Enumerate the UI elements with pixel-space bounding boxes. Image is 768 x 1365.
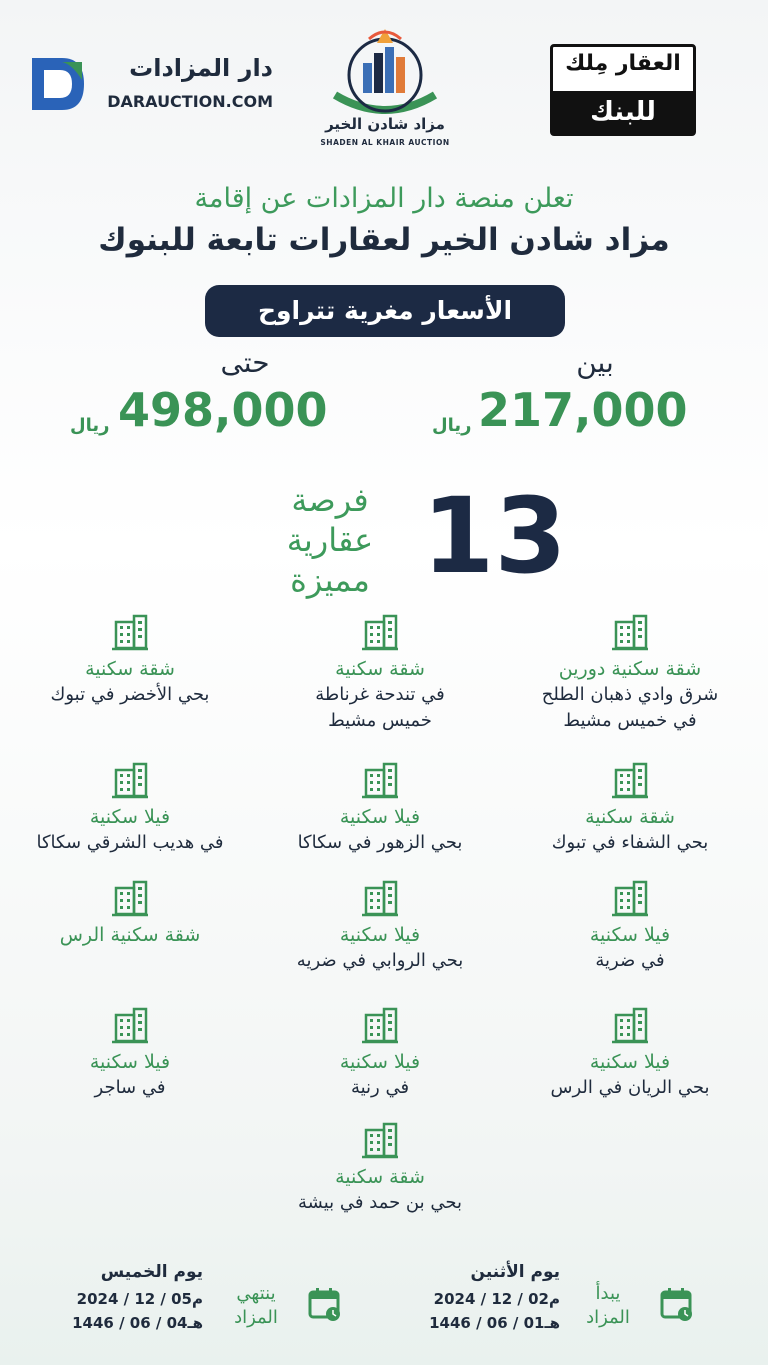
building-icon bbox=[610, 1005, 650, 1045]
property-card bbox=[515, 612, 745, 734]
building-icon bbox=[610, 878, 650, 918]
opportunity-count: 13 bbox=[422, 475, 567, 597]
start-label-line2: المزاد bbox=[586, 1307, 630, 1328]
property-location: بحي الزهور في سكاكا bbox=[297, 832, 463, 853]
building-icon bbox=[610, 760, 650, 800]
bank-logo-line2: للبنك bbox=[553, 91, 693, 133]
property-name: فيلا سكنية bbox=[589, 1051, 671, 1073]
opportunity-text bbox=[240, 480, 420, 600]
bank-logo-line1: العقار مِلك bbox=[565, 51, 681, 76]
property-card bbox=[515, 878, 745, 974]
property-location: شرق وادي ذهبان الطلح bbox=[541, 684, 719, 705]
dar-logo-domain: DARAUCTION.COM bbox=[107, 92, 273, 111]
price-from-currency: ريال bbox=[432, 415, 472, 436]
building-icon bbox=[110, 760, 150, 800]
start-dates bbox=[415, 1262, 560, 1332]
property-card bbox=[15, 878, 245, 948]
property-name: فيلا سكنية bbox=[89, 806, 171, 828]
building-icon bbox=[110, 878, 150, 918]
property-location: في هديب الشرقي سكاكا bbox=[36, 832, 224, 853]
price-from-label: بين bbox=[576, 346, 614, 379]
property-location: في ساجر bbox=[94, 1077, 166, 1098]
start-label-line1: يبدأ bbox=[595, 1283, 621, 1304]
property-location: بحي الروابي في ضريه bbox=[296, 950, 464, 971]
property-card bbox=[265, 1005, 495, 1101]
start-greg: 2024 / 12 / 02م bbox=[433, 1290, 560, 1308]
property-name: فيلا سكنية bbox=[339, 924, 421, 946]
end-label bbox=[211, 1282, 301, 1330]
property-name: فيلا سكنية bbox=[89, 1051, 171, 1073]
price-from-value: 217,000 bbox=[478, 383, 688, 437]
page-title: مزاد شادن الخير لعقارات تابعة للبنوك bbox=[98, 222, 670, 258]
property-card bbox=[515, 760, 745, 856]
price-to-value: 498,000 bbox=[118, 383, 328, 437]
start-hijri: 1446 / 06 / 01هـ bbox=[429, 1314, 560, 1332]
property-name: شقة سكنية bbox=[335, 1166, 425, 1188]
building-icon bbox=[360, 878, 400, 918]
bank-logo bbox=[550, 44, 696, 136]
calendar-icon bbox=[659, 1286, 695, 1322]
auction-logo-icon bbox=[325, 25, 445, 115]
property-location: بحي الشفاء في تبوك bbox=[551, 832, 709, 853]
dar-logo-name: دار المزادات bbox=[129, 54, 273, 82]
property-card bbox=[15, 1005, 245, 1101]
dar-logo bbox=[28, 50, 273, 120]
end-date-group bbox=[58, 1262, 343, 1342]
property-card bbox=[15, 612, 245, 708]
property-card bbox=[265, 612, 495, 734]
property-name: فيلا سكنية bbox=[339, 806, 421, 828]
property-card bbox=[265, 760, 495, 856]
property-card bbox=[265, 1120, 495, 1216]
end-hijri: 1446 / 06 / 04هـ bbox=[72, 1314, 203, 1332]
price-to-currency: ريال bbox=[70, 415, 110, 436]
property-name: شقة سكنية bbox=[585, 806, 675, 828]
end-label-line2: المزاد bbox=[234, 1307, 278, 1328]
end-dates bbox=[58, 1262, 203, 1332]
property-location-2: في خميس مشيط bbox=[563, 710, 697, 731]
property-location: بحي الأخضر في تبوك bbox=[50, 684, 210, 705]
start-day: يوم الأثنين bbox=[470, 1262, 560, 1282]
end-label-line1: ينتهي bbox=[236, 1283, 276, 1304]
price-pill: الأسعار مغرية تتراوح bbox=[205, 285, 565, 337]
auction-logo bbox=[315, 25, 455, 155]
property-name: شقة سكنية الرس bbox=[59, 924, 201, 946]
start-date-group bbox=[415, 1262, 695, 1342]
property-card bbox=[265, 878, 495, 974]
building-icon bbox=[110, 1005, 150, 1045]
building-icon bbox=[360, 1120, 400, 1160]
property-card bbox=[15, 760, 245, 856]
building-icon bbox=[110, 612, 150, 652]
property-name: شقة سكنية bbox=[335, 658, 425, 680]
property-card bbox=[515, 1005, 745, 1101]
end-day: يوم الخميس bbox=[100, 1262, 203, 1282]
property-name: فيلا سكنية bbox=[589, 924, 671, 946]
auction-logo-ar: مزاد شادن الخير bbox=[325, 115, 445, 133]
start-label bbox=[563, 1282, 653, 1330]
opportunity-line3: مميزة bbox=[290, 561, 370, 599]
property-location: في رنية bbox=[350, 1077, 410, 1098]
building-icon bbox=[360, 760, 400, 800]
intro-text: تعلن منصة دار المزادات عن إقامة bbox=[194, 183, 574, 214]
price-to-label: حتى bbox=[220, 346, 270, 379]
end-greg: 2024 / 12 / 05م bbox=[76, 1290, 203, 1308]
calendar-icon bbox=[307, 1286, 343, 1322]
building-icon bbox=[360, 1005, 400, 1045]
opportunity-line2: عقارية bbox=[286, 521, 374, 559]
dar-logo-icon bbox=[28, 54, 88, 116]
auction-logo-en: SHADEN AL KHAIR AUCTION bbox=[320, 138, 450, 147]
property-location: بحي الريان في الرس bbox=[550, 1077, 710, 1098]
property-name: شقة سكنية دورين bbox=[558, 658, 702, 680]
property-location: في ضرية bbox=[595, 950, 665, 971]
property-location: بحي بن حمد في بيشة bbox=[298, 1192, 462, 1213]
property-location-2: خميس مشيط bbox=[328, 710, 432, 731]
building-icon bbox=[360, 612, 400, 652]
building-icon bbox=[610, 612, 650, 652]
property-name: شقة سكنية bbox=[85, 658, 175, 680]
property-name: فيلا سكنية bbox=[339, 1051, 421, 1073]
property-location: في تندحة غرناطة bbox=[315, 684, 445, 705]
opportunity-line1: فرصة bbox=[291, 481, 369, 519]
